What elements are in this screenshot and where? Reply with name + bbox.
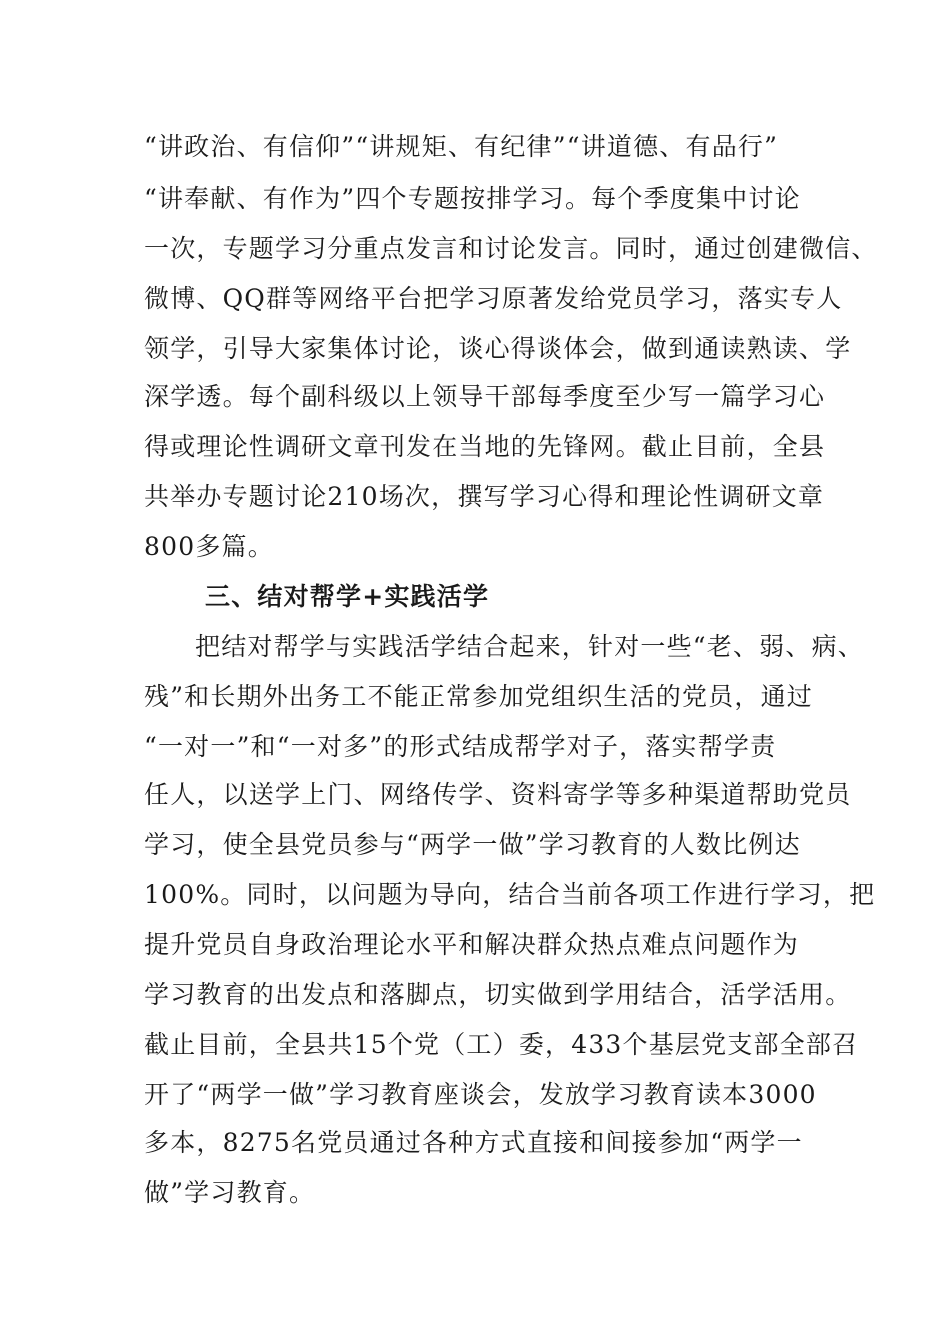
paragraph-line: 100%。同时，以问题为导向，结合当前各项工作进行学习，把 [144,880,876,909]
paragraph-line: 残”和长期外出务工不能正常参加党组织生活的党员，通过 [144,682,813,711]
paragraph-line: 微博、QQ群等网络平台把学习原著发给党员学习，落实专人 [144,284,843,313]
paragraph-line: 学习教育的出发点和落脚点，切实做到学用结合，活学活用。 [144,980,852,1009]
paragraph-line: “讲政治、有信仰”“讲规矩、有纪律”“讲道德、有品行” [144,132,779,161]
paragraph-line: 共举办专题讨论210场次，撰写学习心得和理论性调研文章 [144,482,825,511]
paragraph-line: 一次，专题学习分重点发言和讨论发言。同时，通过创建微信、 [144,234,878,263]
paragraph-line: 深学透。每个副科级以上领导干部每季度至少写一篇学习心 [144,382,826,411]
paragraph-line: 任人，以送学上门、网络传学、资料寄学等多种渠道帮助党员 [144,780,852,809]
section-heading: 三、结对帮学+实践活学 [205,582,490,611]
paragraph-line: 得或理论性调研文章刊发在当地的先锋网。截止目前，全县 [144,432,826,461]
paragraph-line: 截止目前，全县共15个党（工）委，433个基层党支部全部召 [144,1030,859,1059]
paragraph-line: 提升党员自身政治理论水平和解决群众热点难点问题作为 [144,930,800,959]
paragraph-line: 学习，使全县党员参与“两学一做”学习教育的人数比例达 [144,830,801,859]
paragraph-line: 800多篇。 [144,532,274,561]
paragraph-line: 把结对帮学与实践活学结合起来，针对一些“老、弱、病、 [195,632,864,661]
paragraph-line: “一对一”和“一对多”的形式结成帮学对子，落实帮学责 [144,732,777,761]
paragraph-line: “讲奉献、有作为”四个专题按排学习。每个季度集中讨论 [144,184,801,213]
paragraph-line: 开了“两学一做”学习教育座谈会，发放学习教育读本3000 [144,1080,817,1109]
paragraph-line: 做”学习教育。 [144,1178,316,1207]
paragraph-line: 多本，8275名党员通过各种方式直接和间接参加“两学一 [144,1128,803,1157]
paragraph-line: 领学，引导大家集体讨论，谈心得谈体会，做到通读熟读、学 [144,334,852,363]
